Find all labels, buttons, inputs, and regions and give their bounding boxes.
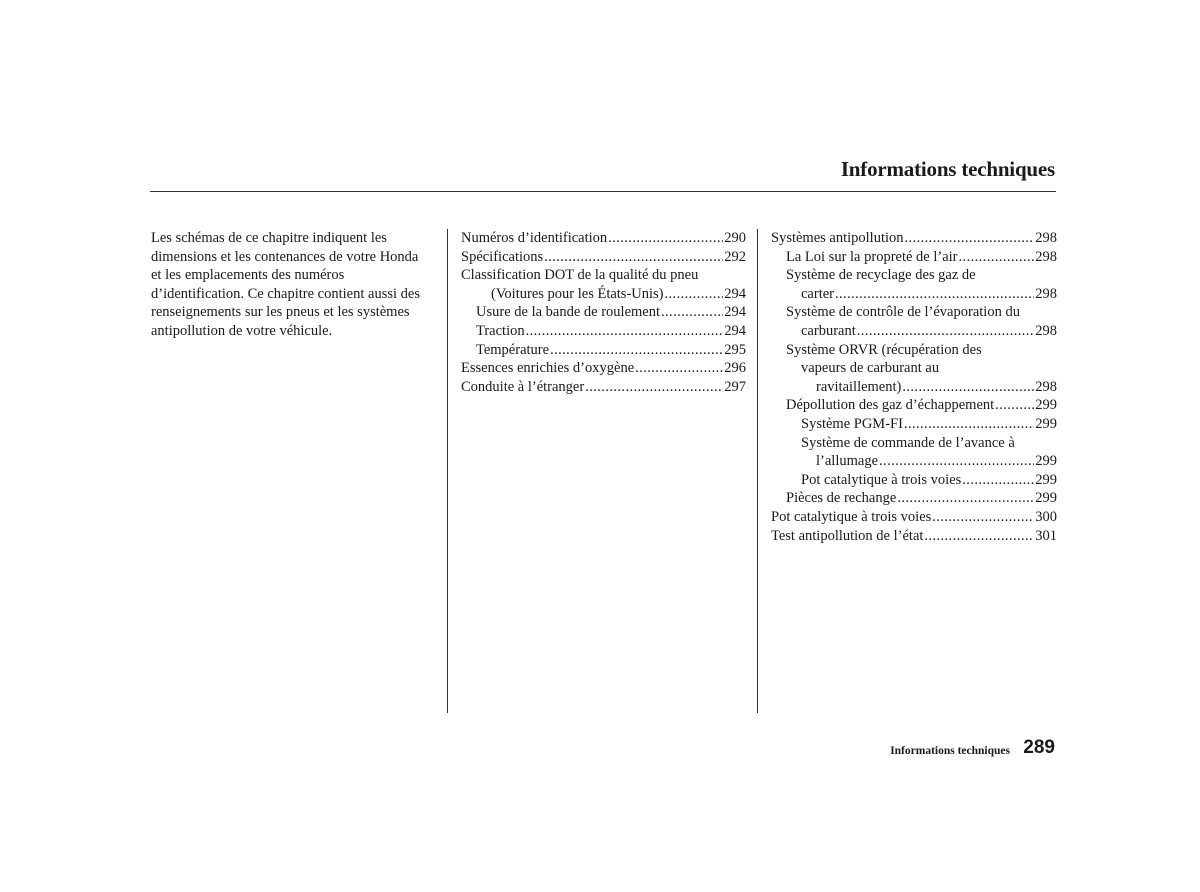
toc-entry[interactable] [461, 303, 746, 322]
toc-entry-label: Traction [476, 322, 525, 339]
toc-entry-label: l’allumage [816, 453, 879, 470]
header-divider [150, 191, 1056, 192]
toc-entry-label: Système de commande de l’avance à [801, 434, 1015, 451]
toc-entry-label: Température [476, 341, 550, 358]
dot-leader [665, 285, 724, 304]
toc-entry-page: 299 [1035, 490, 1057, 507]
toc-entry-label: (Voitures pour les États-Unis) [491, 285, 664, 302]
toc-entry[interactable] [461, 229, 746, 248]
dot-leader [932, 508, 1034, 527]
toc-entry-page: 296 [724, 360, 746, 377]
toc-entry[interactable] [771, 471, 1057, 490]
toc-entry[interactable] [771, 322, 1057, 341]
toc-entry-page: 292 [724, 248, 746, 265]
toc-entry-label: Classification DOT de la qualité du pneu [461, 267, 699, 284]
toc-entry-page: 298 [1035, 378, 1057, 395]
dot-leader [661, 303, 723, 322]
toc-entry-page: 299 [1035, 415, 1057, 432]
intro-paragraph: Les schémas de ce chapitre indiquent les dimensions et les contenances de votre Honda et les emplacements des numéros d’identification. Ce chapitre contient aussi des renseignements sur les pneus et les systèmes antipollution de votre véhicule. [151, 230, 420, 339]
toc-entry-page: 295 [724, 341, 746, 358]
toc-entry[interactable] [771, 489, 1057, 508]
toc-entry-page: 294 [724, 322, 746, 339]
toc-entry[interactable] [771, 229, 1057, 248]
dot-leader [904, 415, 1034, 434]
toc-entry-label: Essences enrichies d’oxygène [461, 360, 635, 377]
dot-leader [608, 229, 723, 248]
toc-entry[interactable] [461, 248, 746, 267]
toc-entry-label: Système de recyclage des gaz de [786, 267, 976, 284]
toc-entry[interactable] [461, 285, 746, 304]
toc-entry[interactable] [771, 285, 1057, 304]
toc-entry-page: 294 [724, 285, 746, 302]
dot-leader [544, 248, 723, 267]
dot-leader [635, 359, 723, 378]
toc-entry-label: Numéros d’identification [461, 230, 608, 246]
toc-entry-label: ravitaillement) [816, 378, 902, 395]
toc-entry-page: 301 [1035, 527, 1057, 544]
dot-leader [897, 489, 1034, 508]
footer-section-label: Informations techniques [890, 745, 1010, 757]
toc-entry-page: 294 [724, 304, 746, 321]
toc-entry-page: 299 [1035, 453, 1057, 470]
toc-entry-label: Pot catalytique à trois voies [801, 471, 962, 488]
toc-entry-label: Conduite à l’étranger [461, 378, 585, 395]
toc-entry[interactable] [461, 322, 746, 341]
toc-entry-label: Pot catalytique à trois voies [771, 508, 932, 525]
dot-leader [962, 471, 1034, 490]
toc-entry-page: 299 [1035, 471, 1057, 488]
toc-entry-page: 298 [1035, 285, 1057, 302]
page-title: Informations techniques [840, 157, 1055, 181]
toc-entry-page: 290 [724, 230, 746, 246]
toc-entry[interactable] [461, 359, 746, 378]
toc-entry-label: carter [801, 285, 834, 302]
toc-entry-page: 300 [1035, 508, 1057, 525]
toc-column-2 [771, 229, 1057, 545]
dot-leader [857, 322, 1035, 341]
toc-entry[interactable] [461, 341, 746, 360]
dot-leader [924, 527, 1034, 546]
dot-leader [835, 285, 1034, 304]
toc-entry-page: 299 [1035, 397, 1057, 414]
toc-entry-label: Spécifications [461, 248, 544, 265]
toc-entry-label: Système de contrôle de l’évaporation du [786, 304, 1020, 321]
column-divider-left [447, 229, 448, 713]
toc-entry-label: Systèmes antipollution [771, 230, 904, 246]
toc-entry-page: 297 [724, 378, 746, 395]
toc-entry-page: 298 [1035, 230, 1057, 246]
toc-entry-label: Dépollution des gaz d’échappement [786, 397, 995, 414]
toc-entry-label: Système ORVR (récupération des [786, 341, 982, 358]
toc-entry[interactable] [461, 378, 746, 397]
toc-entry-label: Usure de la bande de roulement [476, 304, 660, 321]
toc-entry[interactable] [771, 452, 1057, 471]
toc-entry[interactable] [771, 396, 1057, 415]
dot-leader [959, 248, 1035, 267]
toc-entry[interactable] [771, 248, 1057, 267]
dot-leader [905, 229, 1035, 248]
dot-leader [995, 396, 1034, 415]
toc-entry-page: 298 [1035, 322, 1057, 339]
toc-entry-label: Pièces de rechange [786, 490, 897, 507]
toc-entry-label: La Loi sur la propreté de l’air [786, 248, 958, 265]
dot-leader [550, 341, 723, 360]
toc-entry-label: carburant [801, 322, 856, 339]
column-divider-right [757, 229, 758, 713]
toc-entry[interactable] [771, 415, 1057, 434]
toc-entry-label: Système PGM-FI [801, 415, 903, 432]
toc-entry-label: Test antipollution de l’état [771, 527, 924, 544]
toc-entry-page: 298 [1035, 248, 1057, 265]
toc-column-1 [461, 229, 746, 396]
toc-entry[interactable] [771, 378, 1057, 397]
dot-leader [526, 322, 724, 341]
dot-leader [902, 378, 1034, 397]
toc-entry[interactable] [771, 508, 1057, 527]
toc-entry[interactable] [771, 527, 1057, 546]
dot-leader [879, 452, 1034, 471]
toc-entry-label: vapeurs de carburant au [801, 360, 940, 377]
page-number: 289 [1023, 737, 1055, 758]
dot-leader [585, 378, 723, 397]
